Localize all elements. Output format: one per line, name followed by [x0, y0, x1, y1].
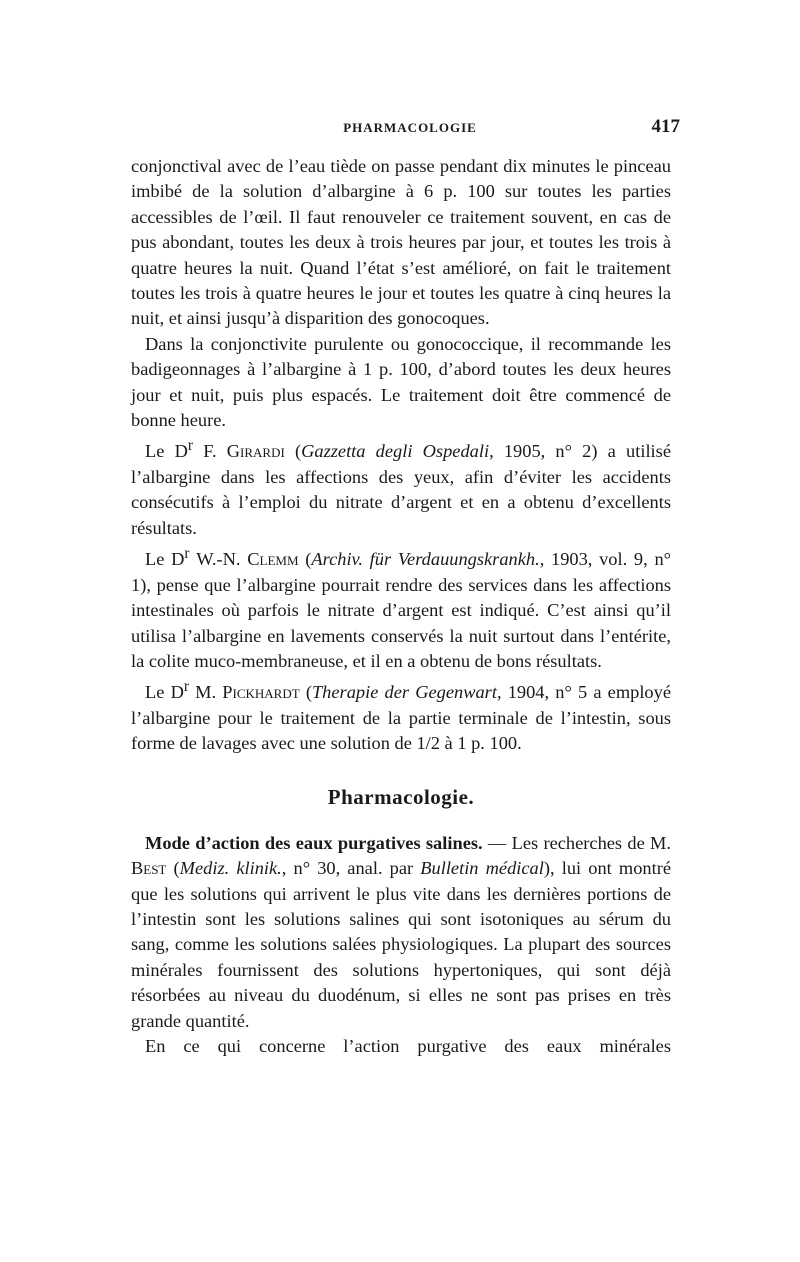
journal-title: Therapie der Gegenwart [311, 682, 497, 703]
section-heading: Pharmacologie. [327, 784, 475, 809]
journal-title: Mediz. klinik. [179, 858, 282, 879]
author-name: Best [131, 858, 167, 879]
paragraph-conjonctivite: Dans la conjonctivite purulente ou gonococcique, il recommande les badigeonnages à l’albargine à 1 p. 100, d’abord toutes les deux heures jour et nuit, puis plus espacés. Le traitement doit être commencé de bonne heure. [131, 333, 671, 431]
journal-title: Gazzetta degli Ospedali [301, 441, 490, 462]
page-number: 417 [651, 116, 680, 137]
body-text [131, 154, 671, 1059]
page-header [140, 118, 680, 142]
running-title: PHARMACOLOGIE [343, 120, 477, 135]
paragraph-girardi: Le $D^r$ F. Girardi (Gazzetta degli Ospedali, 1905, n° 2) a utilisé l’albargine dans les affections des yeux, afin d’éviter les accidents consécutifs à l’emploi du nitrate d’argent et en a obtenu d’excellents résultats. [131, 437, 671, 538]
author-name: M. Pickhardt [195, 682, 300, 703]
journal-title: Archiv. für Verdauungskrankh. [311, 549, 540, 570]
paragraph-continued: conjonctival avec de l’eau tiède on passe pendant dix minutes le pinceau imbibé de la solution d’albargine à 6 p. 100 sur toutes les parties accessibles de l’œil. Il faut renouveler ce traitement souvent, en cas de pus abondant, toutes les deux à trois heures par jour, et toutes les trois à quatre heures la nuit. Quand l’état s’est amélioré, on fait le traitement toutes les trois à quatre heures le jour et toutes les quatre à cinq heures la nuit, et ainsi jusqu’à disparition des gonocoques. [131, 156, 671, 329]
author-name: F. Girardi [203, 441, 285, 462]
paragraph-clemm: Le $D^r$ W.-N. Clemm (Archiv. für Verdauungskrankh., 1903, vol. 9, n° 1), pense que l’albargine pourrait rendre des services dans les affections intestinales où parfois le nitrate d’argent est indiqué. C’est ainsi qu’il utilisa l’albargine en lavements conservés la nuit surtout dans l’entérite, la colite muco-membraneuse, et il en a obtenu de bons résultats. [131, 545, 671, 671]
paragraph-last-line: En ce qui concerne l’action purgative des eaux minérales [145, 1035, 671, 1056]
paragraph-pickhardt: Le $D^r$ M. Pickhardt (Therapie der Gegenwart, 1904, n° 5 a employé l’albargine pour le traitement de la partie terminale de l’intestin, sous forme de lavages avec une solution de 1/2 à 1 p. 100. [131, 678, 671, 754]
paragraph-eaux-purgatives: Mode d’action des eaux purgatives salines. — Les recherches de M. Best (Mediz. klinik., n° 30, anal. par Bulletin médical), lui ont montré que les solutions qui arrivent le plus vite dans les dernières portions de l’intestin sont les solutions salines qui sont isotoniques au sérum du sang, comme les solutions salées physiologiques. La plupart des sources minérales fournissent des solutions hypertoniques, qui sont déjà résorbées au niveau du duodénum, si elles ne sont pas prises en très grande quantité. [131, 832, 671, 1031]
article-title: Mode d’action des eaux purgatives salines. [145, 832, 483, 853]
journal-title: Bulletin médical [420, 858, 544, 879]
author-name: W.-N. Clemm [196, 549, 299, 570]
